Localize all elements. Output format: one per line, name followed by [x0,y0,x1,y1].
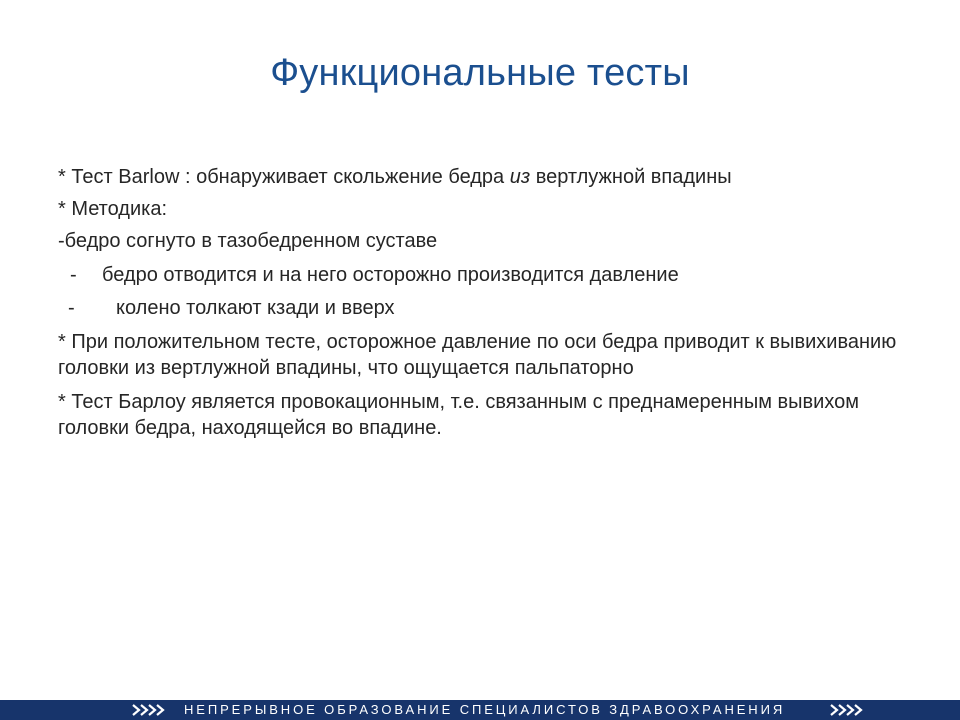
line-hip-abducted [58,262,908,288]
line-method-heading: * Методика: [58,198,168,220]
line-barlow-test-text-b: вертлужной впадины [530,166,732,188]
line-barlow-test [58,164,908,190]
footer-caption: НЕПРЕРЫВНОЕ ОБРАЗОВАНИЕ СПЕЦИАЛИСТОВ ЗДРАВООХРАНЕНИЯ [184,702,786,717]
slide-title: Функциональные тесты [270,52,690,94]
line-barlow-test-text-a: * Тест Barlow : обнаруживает скольжение бедра [58,166,510,188]
double-chevron-right-icon [830,704,866,716]
slide-body [58,164,908,449]
line-barlow-test-italic: из [509,166,531,188]
line-knee-pushed-text: колено толкают кзади и вверх [116,297,395,319]
line-positive-test: * При положительном тесте, осторожное давление по оси бедра приводит к вывихиванию головки из вертлужной впадины, что ощущается пальпаторно [58,331,897,379]
double-chevron-right-icon [132,704,166,716]
line-hip-abducted-text: бедро отводится и на него осторожно производится давление [102,264,679,286]
line-knee-pushed [58,295,908,321]
dash-marker: - [70,264,77,286]
line-hip-flexed: -бедро согнуто в тазобедренном суставе [58,230,438,252]
line-provocative-test: * Тест Барлоу является провокационным, т.е. связанным с преднамеренным вывихом головки бедра, находящейся во впадине. [58,391,859,439]
dash-marker: - [68,297,75,319]
footer-bar [0,700,960,720]
